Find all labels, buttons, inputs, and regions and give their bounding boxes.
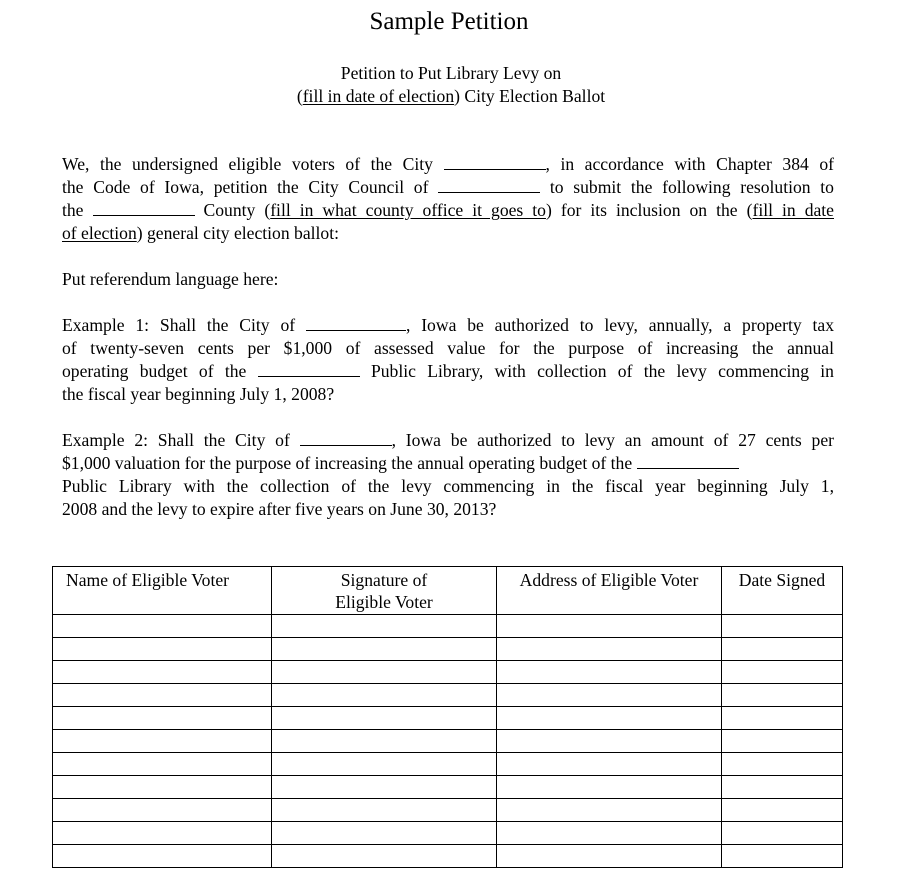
table-row (53, 661, 843, 684)
example-text: Public Library, with collection of the levy commencing in (359, 361, 834, 381)
intro-text: County ( (194, 200, 271, 220)
subtitle-line-2-rest: City Election Ballot (460, 86, 606, 106)
signature-cell[interactable] (272, 707, 497, 730)
intro-paragraph (62, 153, 834, 245)
intro-text: the (62, 200, 93, 220)
example-1-line-3 (62, 360, 834, 383)
example-text: Example 2: Shall the City of (62, 430, 300, 450)
intro-text: the Code of Iowa, petition the City Council of (62, 177, 439, 197)
name-cell[interactable] (53, 661, 272, 684)
table-row (53, 845, 843, 868)
name-cell[interactable] (53, 730, 272, 753)
address-cell[interactable] (497, 822, 722, 845)
name-cell[interactable] (53, 822, 272, 845)
date-cell[interactable] (722, 776, 843, 799)
date-cell[interactable] (722, 661, 843, 684)
signature-cell[interactable] (272, 638, 497, 661)
example-2-paragraph (62, 429, 834, 521)
intro-text: ) for its inclusion on the ( (545, 200, 753, 220)
header-address: Address of Eligible Voter (497, 567, 722, 615)
example-2-line-3: Public Library with the collection of the levy commencing in the fiscal year beginning July 1, (62, 476, 834, 496)
signature-table (52, 566, 843, 868)
date-cell[interactable] (722, 822, 843, 845)
table-row (53, 615, 843, 638)
example-text: , Iowa be authorized to levy, annually, a property tax (405, 315, 835, 335)
table-row (53, 730, 843, 753)
signature-cell[interactable] (272, 684, 497, 707)
signature-cell[interactable] (272, 822, 497, 845)
example-2-library-blank[interactable] (637, 453, 739, 469)
date-cell[interactable] (722, 753, 843, 776)
date-cell[interactable] (722, 845, 843, 868)
intro-text: ) general city election ballot: (136, 223, 339, 243)
county-name-blank[interactable] (93, 200, 195, 216)
address-cell[interactable] (497, 845, 722, 868)
signature-cell[interactable] (272, 799, 497, 822)
date-cell[interactable] (722, 684, 843, 707)
address-cell[interactable] (497, 707, 722, 730)
example-2-line-2 (62, 452, 834, 475)
name-cell[interactable] (53, 684, 272, 707)
subtitle-line-1: Petition to Put Library Levy on (340, 63, 562, 83)
name-cell[interactable] (53, 799, 272, 822)
table-row (53, 822, 843, 845)
address-cell[interactable] (497, 615, 722, 638)
signature-cell[interactable] (272, 730, 497, 753)
example-2-city-blank[interactable] (300, 430, 392, 446)
example-1-city-blank[interactable] (306, 315, 406, 331)
address-cell[interactable] (497, 753, 722, 776)
name-cell[interactable] (53, 638, 272, 661)
signature-cell[interactable] (272, 753, 497, 776)
address-cell[interactable] (497, 776, 722, 799)
example-text: , Iowa be authorized to levy an amount of 27 cents per (391, 430, 834, 450)
name-cell[interactable] (53, 845, 272, 868)
header-name: Name of Eligible Voter (53, 567, 272, 615)
signature-cell[interactable] (272, 661, 497, 684)
example-1-line-4: the fiscal year beginning July 1, 2008? (62, 384, 335, 404)
referendum-label: Put referendum language here: (62, 269, 279, 289)
intro-line-1 (62, 153, 834, 176)
example-1-library-blank[interactable] (258, 361, 360, 377)
city-council-blank[interactable] (438, 177, 540, 193)
address-cell[interactable] (497, 684, 722, 707)
intro-text: We, the undersigned eligible voters of the City (62, 154, 444, 174)
signature-cell[interactable] (272, 615, 497, 638)
example-1-line-1 (62, 314, 834, 337)
county-office-placeholder: fill in what county office it goes to (270, 200, 546, 220)
name-cell[interactable] (53, 615, 272, 638)
signature-cell[interactable] (272, 776, 497, 799)
example-text: Example 1: Shall the City of (62, 315, 306, 335)
intro-line-2 (62, 176, 834, 199)
table-row (53, 638, 843, 661)
example-1-line-2: of twenty-seven cents per $1,000 of assessed value for the purpose of increasing the annual (62, 338, 834, 358)
date-cell[interactable] (722, 638, 843, 661)
document-subtitle (0, 62, 898, 108)
election-date-placeholder: fill in date of election (302, 86, 455, 106)
example-text: operating budget of the (62, 361, 258, 381)
header-signature (272, 567, 497, 615)
name-cell[interactable] (53, 753, 272, 776)
signature-table-body (53, 615, 843, 868)
intro-line-4 (62, 222, 834, 245)
intro-line-3 (62, 199, 834, 222)
document-title: Sample Petition (369, 8, 529, 35)
example-2-line-4: 2008 and the levy to expire after five years on June 30, 2013? (62, 499, 497, 519)
address-cell[interactable] (497, 661, 722, 684)
intro-text: , in accordance with Chapter 384 of (545, 154, 834, 174)
subtitle-line-2: (fill in date of election) City Election Ballot (296, 86, 606, 106)
table-row (53, 776, 843, 799)
election-date-placeholder-part-1: fill in date (752, 200, 834, 220)
election-date-placeholder-part-2: of election (62, 223, 137, 243)
table-row (53, 753, 843, 776)
name-cell[interactable] (53, 776, 272, 799)
address-cell[interactable] (497, 730, 722, 753)
signature-table-header (53, 567, 843, 615)
header-signature-line-1: Signature of (340, 570, 428, 590)
example-2-line-1 (62, 429, 834, 452)
header-signature-line-2: Eligible Voter (335, 592, 433, 612)
intro-text: to submit the following resolution to (540, 177, 834, 197)
date-cell[interactable] (722, 730, 843, 753)
address-cell[interactable] (497, 638, 722, 661)
table-row (53, 707, 843, 730)
table-row (53, 684, 843, 707)
date-cell[interactable] (722, 707, 843, 730)
date-cell[interactable] (722, 799, 843, 822)
name-cell[interactable] (53, 707, 272, 730)
example-1-paragraph (62, 314, 834, 406)
header-date: Date Signed (722, 567, 843, 615)
date-cell[interactable] (722, 615, 843, 638)
example-text: $1,000 valuation for the purpose of increasing the annual operating budget of the (62, 453, 637, 473)
address-cell[interactable] (497, 799, 722, 822)
city-name-blank[interactable] (444, 154, 546, 170)
signature-cell[interactable] (272, 845, 497, 868)
table-row (53, 799, 843, 822)
